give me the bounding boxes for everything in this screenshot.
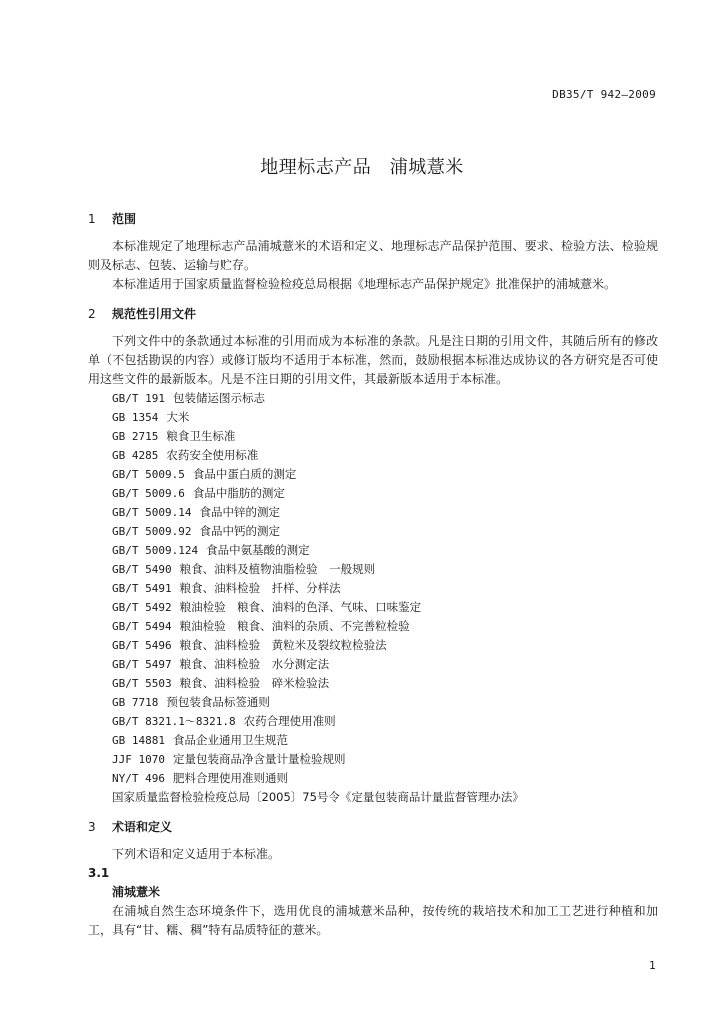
- reference-item: [112, 389, 658, 408]
- reference-code: GB/T 5009.124: [112, 544, 199, 557]
- reference-title: 肥料合理使用准则通则: [172, 771, 288, 785]
- section-number: 3: [88, 820, 96, 834]
- section-3-heading: [88, 818, 658, 837]
- reference-code: GB 4285: [112, 449, 159, 462]
- reference-title: 食品企业通用卫生规范: [172, 733, 288, 747]
- section-2-heading: [88, 305, 658, 324]
- reference-title: 定量包装商品净含量计量检验规则: [172, 752, 346, 766]
- reference-code: GB/T 5491: [112, 582, 172, 595]
- reference-item: [112, 712, 658, 731]
- reference-item: [112, 769, 658, 788]
- reference-code: GB/T 5490: [112, 563, 172, 576]
- reference-code: GB/T 5009.92: [112, 525, 192, 538]
- paragraph: 下列文件中的条款通过本标准的引用而成为本标准的条款。凡是注日期的引用文件，其随后所有的修改单（不包括勘误的内容）或修订版均不适用于本标准，然而，鼓励根据本标准达成协议的各方研究是否可使用这些文件的最新版本。凡是不注日期的引用文件，其最新版本适用于本标准。: [88, 334, 658, 386]
- term-name: 浦城薏米: [112, 885, 161, 899]
- reference-item: [112, 522, 658, 541]
- paragraph: 本标准适用于国家质量监督检验检疫总局根据《地理标志产品保护规定》批准保护的浦城薏米。: [112, 277, 617, 291]
- reference-title: 粮食、油料检验 黄粒米及裂纹粒检验法: [179, 638, 387, 652]
- term-number: 3.1: [88, 866, 110, 880]
- reference-item: [112, 446, 658, 465]
- page-number: 1: [649, 959, 656, 972]
- reference-title: 食品中蛋白质的测定: [192, 467, 297, 481]
- reference-title: 粮食、油料及植物油脂检验 一般规则: [179, 562, 376, 576]
- term-definition: 在浦城自然生态环境条件下，选用优良的浦城薏米品种，按传统的栽培技术和加工工艺进行种植和加工，具有“甘、糯、稠”特有品质特征的薏米。: [88, 904, 658, 937]
- reference-title: 包装储运图示标志: [172, 391, 265, 405]
- page-title: 地理标志产品 浦城薏米: [260, 157, 464, 178]
- reference-code: JJF 1070: [112, 753, 165, 766]
- reference-code: GB/T 5503: [112, 677, 172, 690]
- reference-item: [112, 427, 658, 446]
- section-1-heading: [88, 210, 658, 229]
- reference-code: GB/T 191: [112, 392, 165, 405]
- section-title: 范围: [112, 212, 137, 226]
- reference-item: [112, 598, 658, 617]
- section-title: 规范性引用文件: [112, 307, 197, 321]
- reference-code: GB/T 5009.5: [112, 468, 185, 481]
- reference-item: [112, 484, 658, 503]
- reference-title: 农药合理使用准则: [243, 714, 336, 728]
- reference-item: [112, 579, 658, 598]
- document-body: [88, 210, 658, 940]
- reference-title: 大米: [166, 410, 190, 424]
- reference-code: GB 14881: [112, 734, 165, 747]
- reference-title: 粮食卫生标准: [166, 429, 236, 443]
- reference-item: [112, 560, 658, 579]
- document-code: DB35/T 942—2009: [552, 88, 656, 101]
- reference-title: 粮食、油料检验 水分测定法: [179, 657, 330, 671]
- reference-code: GB/T 5009.6: [112, 487, 185, 500]
- reference-item: [112, 750, 658, 769]
- reference-code: GB 1354: [112, 411, 159, 424]
- reference-item: [112, 541, 658, 560]
- reference-title: 农药安全使用标准: [166, 448, 259, 462]
- reference-code: GB/T 5494: [112, 620, 172, 633]
- reference-title: 食品中钙的测定: [199, 524, 280, 538]
- reference-code: GB/T 5496: [112, 639, 172, 652]
- reference-title: 粮食、油料检验 扦样、分样法: [179, 581, 341, 595]
- reference-code: GB/T 5492: [112, 601, 172, 614]
- reference-item: [112, 503, 658, 522]
- reference-title: 粮食、油料检验 碎米检验法: [179, 676, 330, 690]
- reference-item: [112, 617, 658, 636]
- reference-item: [112, 788, 658, 807]
- reference-title: 食品中氨基酸的测定: [206, 543, 310, 557]
- section-number: 2: [88, 307, 96, 321]
- reference-title: 国家质量监督检验检疫总局〔2005〕75号令《定量包装商品计量监督管理办法》: [112, 790, 524, 804]
- reference-item: [112, 674, 658, 693]
- reference-code: GB/T 8321.1～8321.8: [112, 715, 236, 728]
- reference-list: [88, 389, 658, 807]
- reference-code: GB 7718: [112, 696, 159, 709]
- reference-item: [112, 693, 658, 712]
- reference-title: 粮油检验 粮食、油料的杂质、不完善粒检验: [179, 619, 410, 633]
- reference-code: GB/T 5497: [112, 658, 172, 671]
- reference-title: 粮油检验 粮食、油料的色泽、气味、口味鉴定: [179, 600, 422, 614]
- reference-item: [112, 465, 658, 484]
- section-title: 术语和定义: [112, 820, 173, 834]
- reference-item: [112, 408, 658, 427]
- reference-item: [112, 636, 658, 655]
- reference-item: [112, 655, 658, 674]
- reference-title: 预包装食品标签通则: [166, 695, 270, 709]
- reference-title: 食品中脂肪的测定: [192, 486, 285, 500]
- reference-item: [112, 731, 658, 750]
- section-number: 1: [88, 212, 96, 226]
- paragraph: 本标准规定了地理标志产品浦城薏米的术语和定义、地理标志产品保护范围、要求、检验方法、检验规则及标志、包装、运输与贮存。: [88, 239, 658, 272]
- paragraph: 下列术语和定义适用于本标准。: [112, 847, 281, 861]
- reference-code: GB 2715: [112, 430, 159, 443]
- reference-code: NY/T 496: [112, 772, 165, 785]
- reference-title: 食品中锌的测定: [199, 505, 280, 519]
- reference-code: GB/T 5009.14: [112, 506, 192, 519]
